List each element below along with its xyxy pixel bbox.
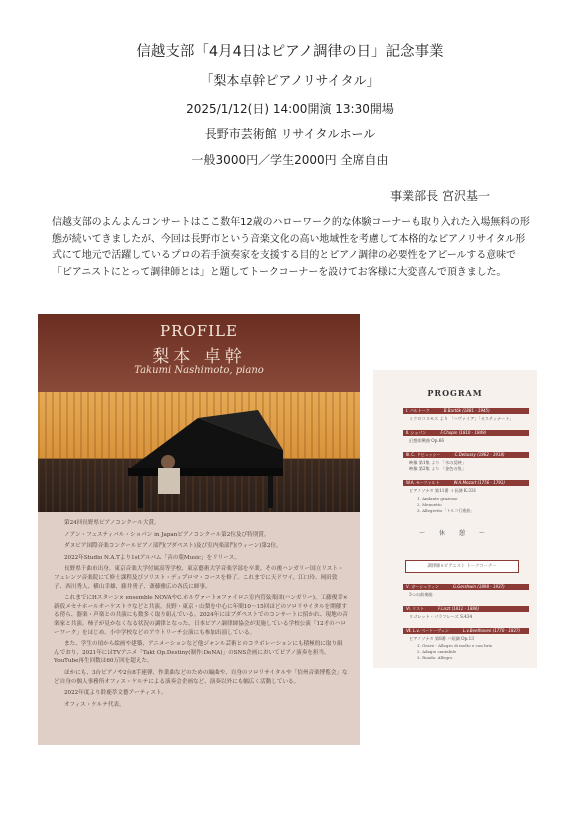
bio-paragraph: また、学生の頃から絵画や建築、アニメーションなど他ジャンル芸術とのコラボレーションにも積極的に取り組んでおり、2021年にはTVアニメ「Takt Op.Destiny(制作:DeNA)」のSNS企画においてピアノ演奏を担当。YouTube再生回数は60万回を超えた。 — [54, 641, 343, 665]
program-composer-bar — [403, 452, 529, 458]
composer-dates: B.Bartók (1881 - 1945) — [443, 408, 490, 413]
program-movement: 1. Andante grazioso — [417, 496, 458, 501]
bio-paragraph: 2022年Studio N.A.Tより1stアルバム「音の葉Music」をリリース。 — [64, 554, 241, 561]
event-venue: 長野市芸術館 リサイタルホール — [204, 127, 376, 141]
program-piece: ピアノソナタ 第11番 イ長調 K.331 — [409, 488, 477, 493]
page-title: 信越支部「4月4日はピアノ調律の日」記念事業 — [136, 44, 444, 60]
profile-label: PROFILE — [160, 322, 238, 340]
program-movement: 1. Grave - Allegro di molto e con brio — [417, 643, 493, 648]
composer-name: Ⅲ. C. ドビュッシー — [406, 452, 441, 457]
program-panel — [373, 370, 537, 668]
program-composer-bar — [403, 408, 529, 414]
program-piece: 3つの前奏曲 — [409, 592, 433, 597]
composer-name: Ⅶ. L.v. ベートーヴェン — [406, 628, 449, 633]
bio-paragraph: 長野県千曲市出身。東京音楽大学付属高等学校、東京藝術大学音楽学部を卒業。その後ハンガリー国立リスト・フェレンツ音楽院にて修士課程及びソリスト・ディプロマ・コースを修了。これまでに天ドワイ、江口玲、岡田敦子、西川秀人、横山幸雄、藤井勇子、斎藤雅広の各氏に師事。 — [54, 566, 344, 590]
profile-panel — [38, 314, 360, 745]
program-composer-bar — [403, 480, 529, 486]
bio-paragraph: ダヌビア国際音楽コンクールピアノ部門(ブダペスト)及び室内楽部門(ウィーン)第2位。 — [64, 543, 282, 550]
event-subtitle: 「梨本卓幹ピアノリサイタル」 — [200, 74, 380, 89]
program-piece: ピアノソナタ 第8番 ハ短調 Op.13 — [409, 636, 474, 641]
bio-paragraph: ほかにも、3台ピアノや2台8手連弾、作業曲などのための編曲や、自身のソロリサイタルや「信州音楽博覧会」など自身の個人事務所オフィス・ケルテによる演奏会企画など、演奏以外にも幅広く活動している。 — [54, 669, 348, 685]
grand-piano-illustration — [108, 410, 298, 510]
program-interval: 〜 休 憩 〜 — [419, 530, 491, 537]
program-piece: ミクロコスモス より 「ハヴァイア」「オスティナート」 — [409, 416, 514, 421]
composer-dates: W.A.Mozart (1756 - 1791) — [453, 480, 506, 485]
composer-dates: F.Chopin (1810 - 1849) — [440, 430, 487, 435]
composer-name: W.A. モーツァルト — [406, 480, 440, 485]
profile-name: 梨本 卓幹 — [152, 347, 246, 367]
program-composer-bar — [403, 430, 529, 436]
composer-dates: C.Debussy (1862 - 1918) — [454, 452, 505, 457]
program-piece: リゴレット・パラフレーズ S.434 — [409, 614, 473, 619]
program-title: PROGRAM — [427, 388, 483, 398]
composer-name: Ⅵ. リスト — [406, 606, 425, 611]
profile-roman-name: Takumi Nashimoto, piano — [134, 365, 264, 376]
bio-paragraph: オフィス・ケルテ代表。 — [64, 701, 125, 708]
program-composer-bar — [403, 606, 529, 612]
profile-biography — [54, 519, 348, 712]
bio-paragraph: これまでにHスターン× ensemble NOVAやC.ホルヴァート×ファイロニ室内管弦楽団(ハンガリー)、工藤俊幸×新仮メセナホールオーケストラなどと共演。長野・東京・山梨を中心に年間10〜15回ほどのソロリサイタルを開催する傍ら、器楽・声楽との共演にも数多く取り組んでいる。2024年にはブダペストでのコンサートに招かれ、現地の音楽家と共演。柿子が見かなくなる状況の調律となった、日本ピアノ調律師協会が実施している学校公演「12才のハローワーク」をはじめ、小中学校などのアウトリーチ公演にも参加出演している。 — [54, 595, 348, 636]
composer-dates: G.Gershwin (1898 - 1937) — [452, 584, 505, 589]
intro-paragraph: 信越支部のよんよんコンサートはここ数年12歳のハローワーク的な体験コーナーも取り入れた入場無料の形態が続いてきましたが、今回は長野市という音楽文化の高い地域性を考慮して本格的なピアノリサイタル形式にて地元で活躍しているプロの若手演奏家を支援する目的とピアノ調律の必要性をアピールする意味で「ピアニストにとって調律師とは」と題してトークコーナーを設けてお客様に大変喜んで頂きました。 — [52, 217, 530, 278]
event-date: 2025/1/12(日) 14:00開演 13:30開場 — [186, 102, 394, 116]
composer-name: Ⅰ. バルトーク — [406, 408, 430, 413]
program-piece: 幻想即興曲 Op.66 — [409, 438, 445, 443]
program-movement: 3. Rondo: Allegro — [417, 655, 453, 660]
bio-paragraph: 2022年度より鈴鹿萃文藝アーティスト。 — [64, 690, 167, 697]
profile-header — [38, 314, 360, 392]
event-price: 一般3000円／学生2000円 全席自由 — [191, 153, 389, 167]
bio-paragraph: ノアン・フェスティバル・ショパン in Japanピアノコンクール第2位及び特別賞。 — [64, 531, 270, 538]
composer-name: Ⅱ. ショパン — [406, 430, 427, 435]
bio-paragraph: 第24回長野県ピアノコンクール大賞。 — [64, 520, 160, 526]
program-piece: 映像 第1集 より 「水の反映」 — [409, 460, 466, 465]
pianist-photo — [38, 392, 360, 512]
program-composer-bar — [403, 628, 529, 634]
program-composer-bar — [403, 584, 529, 590]
program-movement: 3. Allegretto「トルコ行進曲」 — [417, 508, 475, 513]
talk-corner-box: 調律師×ピアニスト トークコーナー — [405, 560, 519, 573]
composer-dates: L.v.Beethoven (1770 - 1827) — [462, 628, 521, 633]
program-movement: 2. Adagio cantabile — [417, 649, 457, 654]
program-movement: 2. Menuetto — [417, 502, 442, 507]
composer-dates: F.Liszt (1811 - 1886) — [438, 606, 480, 611]
author-name: 事業部長 宮沢基一 — [390, 189, 490, 203]
program-piece: 映像 第2集 より 「金色の魚」 — [409, 466, 466, 471]
composer-name: Ⅴ. ガーシュウィン — [406, 584, 439, 589]
